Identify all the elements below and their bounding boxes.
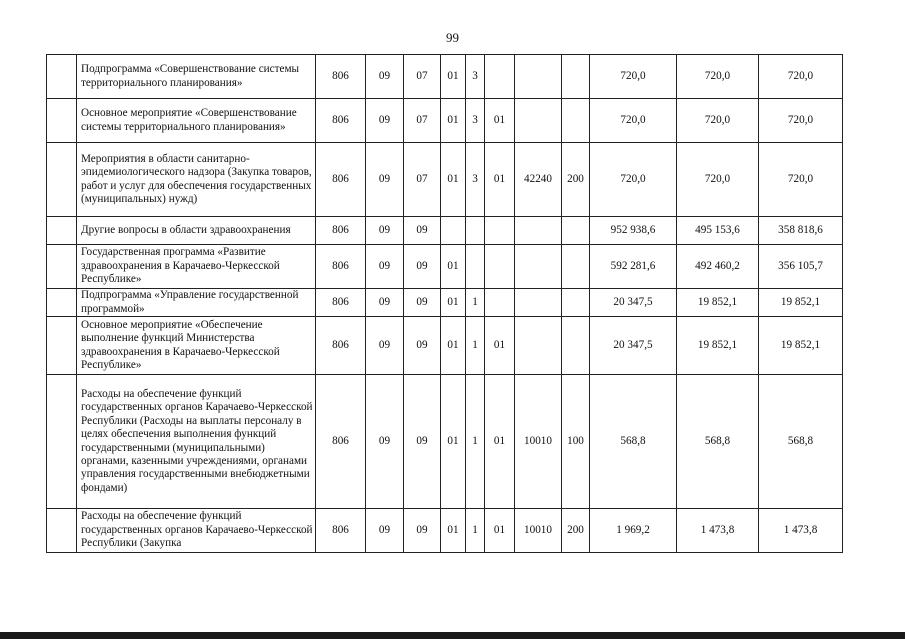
row-name: Подпрограмма «Совершенствование системы территориального планирования» <box>77 55 316 99</box>
row-number-cell <box>47 55 77 99</box>
code-activity: 01 <box>485 509 515 553</box>
row-number-cell <box>47 143 77 217</box>
code-subsection: 09 <box>404 509 441 553</box>
code-program: 01 <box>441 317 466 375</box>
amount-year-1: 952 938,6 <box>590 217 677 245</box>
code-section: 09 <box>366 143 404 217</box>
amount-year-3: 356 105,7 <box>759 245 843 289</box>
row-number-cell <box>47 245 77 289</box>
amount-year-2: 720,0 <box>677 55 759 99</box>
row-name: Расходы на обеспечение функций государственных органов Карачаево-Черкесской Республики (Закупка <box>77 509 316 553</box>
code-program: 01 <box>441 143 466 217</box>
code-subsection: 09 <box>404 317 441 375</box>
amount-year-1: 720,0 <box>590 143 677 217</box>
code-expense-type <box>562 289 590 317</box>
amount-year-2: 19 852,1 <box>677 289 759 317</box>
code-subsection: 09 <box>404 245 441 289</box>
scan-edge <box>0 632 905 639</box>
code-activity: 01 <box>485 143 515 217</box>
amount-year-1: 1 969,2 <box>590 509 677 553</box>
code-subprogram <box>466 245 485 289</box>
code-activity <box>485 289 515 317</box>
code-subsection: 07 <box>404 143 441 217</box>
row-name: Подпрограмма «Управление государственной программой» <box>77 289 316 317</box>
amount-year-1: 20 347,5 <box>590 289 677 317</box>
code-expense-type: 200 <box>562 509 590 553</box>
code-section: 09 <box>366 509 404 553</box>
code-subprogram: 1 <box>466 289 485 317</box>
code-direction: 42240 <box>515 143 562 217</box>
code-ministry: 806 <box>316 143 366 217</box>
code-subsection: 09 <box>404 375 441 509</box>
code-subprogram <box>466 217 485 245</box>
code-activity: 01 <box>485 375 515 509</box>
amount-year-3: 720,0 <box>759 143 843 217</box>
code-expense-type <box>562 317 590 375</box>
amount-year-1: 592 281,6 <box>590 245 677 289</box>
code-section: 09 <box>366 245 404 289</box>
code-expense-type: 100 <box>562 375 590 509</box>
amount-year-1: 720,0 <box>590 55 677 99</box>
code-subprogram: 3 <box>466 99 485 143</box>
amount-year-3: 1 473,8 <box>759 509 843 553</box>
code-activity <box>485 55 515 99</box>
code-direction <box>515 317 562 375</box>
code-expense-type <box>562 55 590 99</box>
code-direction: 10010 <box>515 375 562 509</box>
page-number: 99 <box>446 30 459 45</box>
table-row <box>47 317 843 375</box>
code-expense-type <box>562 99 590 143</box>
row-name: Расходы на обеспечение функций государственных органов Карачаево-Черкесской Республики (Расходы на выплаты персоналу в целях обеспечения выполнения функций государственными (муниципальными) органами, казенными учреждениями, органами управления государственными внебюджетными фондами) <box>77 375 316 509</box>
amount-year-3: 358 818,6 <box>759 217 843 245</box>
code-subsection: 07 <box>404 55 441 99</box>
code-direction <box>515 289 562 317</box>
code-subprogram: 3 <box>466 55 485 99</box>
row-number-cell <box>47 289 77 317</box>
code-section: 09 <box>366 217 404 245</box>
code-direction <box>515 245 562 289</box>
code-ministry: 806 <box>316 375 366 509</box>
table-row <box>47 289 843 317</box>
code-activity <box>485 217 515 245</box>
code-expense-type <box>562 217 590 245</box>
code-program: 01 <box>441 289 466 317</box>
row-name: Государственная программа «Развитие здравоохранения в Карачаево-Черкесской Республике» <box>77 245 316 289</box>
row-number-cell <box>47 99 77 143</box>
code-subsection: 07 <box>404 99 441 143</box>
code-program: 01 <box>441 375 466 509</box>
amount-year-2: 720,0 <box>677 143 759 217</box>
code-direction: 10010 <box>515 509 562 553</box>
table-row <box>47 217 843 245</box>
code-section: 09 <box>366 99 404 143</box>
code-subprogram: 1 <box>466 317 485 375</box>
amount-year-2: 492 460,2 <box>677 245 759 289</box>
table-body <box>47 55 843 553</box>
code-section: 09 <box>366 289 404 317</box>
row-number-cell <box>47 217 77 245</box>
row-name: Мероприятия в области санитарно-эпидемиологического надзора (Закупка товаров, работ и услуг для обеспечения государственных (муниципальных) нужд) <box>77 143 316 217</box>
row-number-cell <box>47 375 77 509</box>
code-program: 01 <box>441 245 466 289</box>
code-ministry: 806 <box>316 99 366 143</box>
code-direction <box>515 217 562 245</box>
code-section: 09 <box>366 55 404 99</box>
code-ministry: 806 <box>316 217 366 245</box>
code-activity <box>485 245 515 289</box>
amount-year-3: 19 852,1 <box>759 317 843 375</box>
budget-table <box>46 54 843 553</box>
table-row <box>47 55 843 99</box>
table-row <box>47 143 843 217</box>
row-name: Основное мероприятие «Совершенствование системы территориального планирования» <box>77 99 316 143</box>
amount-year-2: 568,8 <box>677 375 759 509</box>
code-program: 01 <box>441 99 466 143</box>
code-expense-type <box>562 245 590 289</box>
code-activity: 01 <box>485 317 515 375</box>
row-name: Основное мероприятие «Обеспечение выполнение функций Министерства здравоохранения в Карачаево-Черкесской Республике» <box>77 317 316 375</box>
amount-year-2: 720,0 <box>677 99 759 143</box>
amount-year-2: 19 852,1 <box>677 317 759 375</box>
amount-year-1: 20 347,5 <box>590 317 677 375</box>
code-section: 09 <box>366 317 404 375</box>
code-ministry: 806 <box>316 317 366 375</box>
table-row <box>47 245 843 289</box>
code-section: 09 <box>366 375 404 509</box>
code-subprogram: 3 <box>466 143 485 217</box>
row-name: Другие вопросы в области здравоохранения <box>77 217 316 245</box>
code-program: 01 <box>441 55 466 99</box>
amount-year-1: 720,0 <box>590 99 677 143</box>
table-row <box>47 509 843 553</box>
amount-year-2: 1 473,8 <box>677 509 759 553</box>
amount-year-3: 19 852,1 <box>759 289 843 317</box>
row-number-cell <box>47 509 77 553</box>
code-subprogram: 1 <box>466 375 485 509</box>
code-direction <box>515 99 562 143</box>
code-subsection: 09 <box>404 289 441 317</box>
code-ministry: 806 <box>316 55 366 99</box>
code-program <box>441 217 466 245</box>
code-program: 01 <box>441 509 466 553</box>
amount-year-3: 720,0 <box>759 99 843 143</box>
amount-year-1: 568,8 <box>590 375 677 509</box>
code-subprogram: 1 <box>466 509 485 553</box>
code-ministry: 806 <box>316 509 366 553</box>
table-row <box>47 375 843 509</box>
code-ministry: 806 <box>316 289 366 317</box>
row-number-cell <box>47 317 77 375</box>
amount-year-3: 720,0 <box>759 55 843 99</box>
amount-year-3: 568,8 <box>759 375 843 509</box>
table-row <box>47 99 843 143</box>
code-subsection: 09 <box>404 217 441 245</box>
code-activity: 01 <box>485 99 515 143</box>
code-direction <box>515 55 562 99</box>
code-expense-type: 200 <box>562 143 590 217</box>
code-ministry: 806 <box>316 245 366 289</box>
amount-year-2: 495 153,6 <box>677 217 759 245</box>
